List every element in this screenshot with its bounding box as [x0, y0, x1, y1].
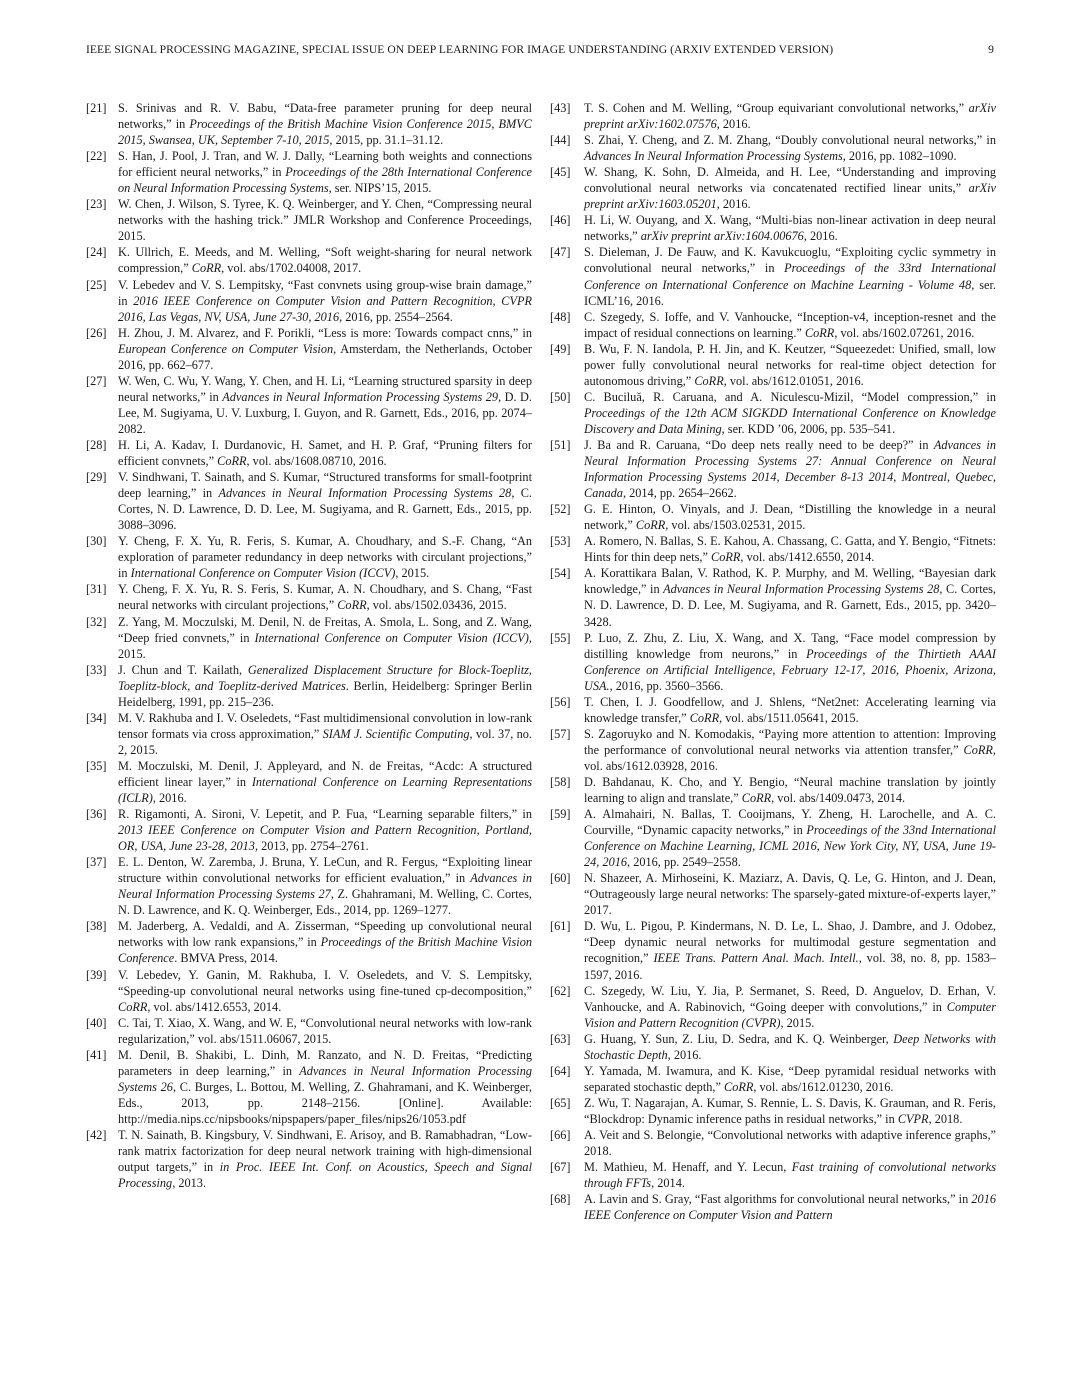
reference-entry	[86, 325, 532, 373]
reference-segment: , Amsterdam, the Netherlands, October 2016, pp. 662–677.	[118, 341, 532, 372]
reference-venue: IEEE Trans. Pattern Anal. Mach. Intell.	[653, 951, 859, 966]
reference-segment: Y. Cheng, F. X. Yu, R. S. Feris, S. Kumar, A. N. Choudhary, and S. Chang, “Fast neural networks with circulant projections,”	[118, 582, 532, 613]
reference-entry	[86, 1015, 532, 1047]
reference-number: [63]	[550, 1031, 571, 1046]
reference-entry	[550, 630, 996, 694]
reference-segment: . BMVA Press, 2014.	[174, 951, 278, 966]
reference-segment: , vol. 38, no. 8, pp. 1583–1597, 2016.	[584, 951, 997, 982]
reference-number: [47]	[550, 245, 571, 260]
reference-entry	[550, 1159, 996, 1191]
reference-segment: J. Chun and T. Kailath,	[118, 662, 248, 677]
reference-entry	[550, 389, 996, 437]
reference-segment: H. Zhou, J. M. Alvarez, and F. Porikli, “Less is more: Towards compact cnns,” in	[118, 325, 532, 340]
reference-venue: CoRR	[118, 999, 148, 1014]
reference-entry	[550, 774, 996, 806]
reference-venue: CoRR	[804, 325, 835, 340]
reference-number: [46]	[550, 213, 571, 228]
reference-entry	[86, 806, 532, 854]
reference-entry	[86, 533, 532, 581]
reference-segment: , vol. abs/1602.07261, 2016.	[834, 325, 975, 340]
reference-venue: Proceedings of the 12th ACM SIGKDD International Conference on Knowledge Discovery and Data Mining	[584, 405, 996, 436]
reference-entry	[86, 244, 532, 276]
reference-text	[118, 759, 532, 805]
reference-number: [61]	[550, 919, 571, 934]
reference-segment: , 2013.	[172, 1176, 207, 1191]
reference-segment: , ser. NIPS’15, 2015.	[328, 181, 432, 196]
reference-text	[118, 278, 532, 324]
reference-segment: T. S. Cohen and M. Welling, “Group equivariant convolutional networks,”	[584, 101, 969, 115]
reference-segment: , vol. abs/1503.02531, 2015.	[665, 518, 806, 533]
reference-segment: K. Ullrich, E. Meeds, and M. Welling, “Soft weight-sharing for neural network compression,”	[118, 245, 532, 276]
reference-segment: , vol. abs/1702.04008, 2017.	[221, 261, 362, 276]
reference-segment: A. Almahairi, N. Ballas, T. Cooijmans, Y. Zheng, H. Larochelle, and A. C. Courville, “Dynamic capacity networks,” in	[584, 807, 996, 838]
reference-entry	[550, 341, 996, 389]
reference-segment: M. Moczulski, M. Denil, J. Appleyard, and N. de Freitas, “Acdc: A structured efficient linear layer,” in	[118, 758, 532, 789]
reference-segment: A. Veit and S. Belongie, “Convolutional networks with adaptive inference graphs,” 2018.	[584, 1128, 996, 1159]
reference-segment: , ser. ICML’16, 2016.	[584, 277, 996, 308]
reference-number: [58]	[550, 774, 571, 789]
reference-venue: CoRR	[635, 518, 666, 533]
reference-number: [29]	[86, 470, 107, 485]
reference-segment: , 2016.	[667, 1047, 702, 1062]
reference-text	[584, 534, 996, 564]
reference-venue: Generalized Displacement Structure for Block-Toeplitz, Toeplitz-block, and Toeplitz-derived Matrices	[118, 662, 532, 693]
reference-number: [40]	[86, 1015, 107, 1030]
reference-venue: CoRR	[694, 373, 724, 388]
reference-text	[584, 245, 996, 307]
reference-text	[584, 342, 996, 388]
reference-number: [54]	[550, 566, 571, 581]
reference-entry	[550, 1031, 996, 1063]
reference-segment: , 2016, pp. 3560–3566.	[609, 678, 724, 693]
reference-text	[118, 1048, 532, 1126]
reference-text	[118, 582, 532, 612]
reference-segment: , C. Burges, L. Bottou, M. Welling, Z. Ghahramani, and K. Weinberger, Eds., 2013, pp. 2148–2156. [Online]. Available: http://media.nips.cc/nipsbooks/nipspapers/paper_files/nips26/1053.pdf	[118, 1079, 532, 1126]
reference-text	[584, 1160, 996, 1190]
reference-number: [65]	[550, 1095, 571, 1110]
reference-segment: M. Jaderberg, A. Vedaldi, and A. Zisserman, “Speeding up convolutional neural networks with low rank expansions,” in	[118, 919, 532, 950]
reference-text	[118, 663, 532, 709]
reference-segment: , Z. Ghahramani, M. Welling, C. Cortes, N. D. Lawrence, and K. Q. Weinberger, Eds., 2014, pp. 1269–1277.	[118, 887, 532, 918]
reference-segment: Y. Cheng, F. X. Yu, R. Feris, S. Kumar, A. Choudhary, and S.-F. Chang, “An exploration of parameter redundancy in deep networks with circulant projections,” in	[118, 534, 532, 581]
reference-segment: A. Romero, N. Ballas, S. E. Kahou, A. Chassang, C. Gatta, and Y. Bengio, “Fitnets: Hints for thin deep nets,”	[584, 534, 996, 565]
reference-number: [44]	[550, 133, 571, 148]
reference-venue: in Proc. IEEE Int. Conf. on Acoustics, Speech and Signal Processing	[118, 1160, 533, 1191]
reference-text	[584, 213, 996, 243]
reference-segment: , vol. abs/1412.6553, 2014.	[147, 999, 282, 1014]
reference-text	[118, 438, 532, 468]
reference-entry	[550, 694, 996, 726]
reference-entry	[86, 918, 532, 966]
reference-segment: , 2016.	[716, 117, 751, 132]
reference-entry	[86, 373, 532, 437]
reference-entry	[550, 1063, 996, 1095]
reference-segment: G. Huang, Y. Sun, Z. Liu, D. Sedra, and K. Q. Weinberger,	[584, 1031, 894, 1046]
reference-number: [38]	[86, 919, 107, 934]
reference-segment: S. Zagoruyko and N. Komodakis, “Paying more attention to attention: Improving the performance of convolutional neural networks via attention transfer,”	[584, 726, 996, 757]
reference-segment: N. Shazeer, A. Mirhoseini, K. Maziarz, A. Davis, Q. Le, G. Hinton, and J. Dean, “Outrageously large neural networks: The sparsely-gated mixture-of-experts layer,” 2017.	[584, 871, 996, 918]
reference-entry	[550, 501, 996, 533]
reference-number: [33]	[86, 662, 107, 677]
reference-number: [34]	[86, 710, 107, 725]
reference-number: [67]	[550, 1160, 571, 1175]
reference-venue: Fast training of convolutional networks through FFTs	[584, 1160, 996, 1191]
reference-segment: , 2015, pp. 31.1–31.12.	[329, 133, 444, 148]
references-left-column	[86, 100, 532, 1191]
reference-venue: Proceedings of the 28th International Conference on Neural Information Processing Systems	[118, 165, 532, 196]
reference-segment: R. Rigamonti, A. Sironi, V. Lepetit, and P. Fua, “Learning separable filters,” in	[118, 807, 532, 822]
reference-text	[118, 470, 532, 532]
reference-segment: , vol. 37, no. 2, 2015.	[118, 726, 532, 757]
reference-segment: T. N. Sainath, B. Kingsbury, V. Sindhwani, E. Arisoy, and B. Ramabhadran, “Low-rank matrix factorization for deep neural network training with high-dimensional output targets,” in	[118, 1128, 532, 1175]
reference-number: [26]	[86, 325, 107, 340]
reference-venue: Advances in Neural Information Processing Systems 29	[222, 389, 499, 404]
reference-entry	[550, 983, 996, 1031]
reference-venue: CoRR	[191, 261, 222, 276]
reference-venue: Proceedings of the 33rd International Conference on International Conference on Machine Learning - Volume 48	[584, 261, 996, 292]
reference-segment: V. Lebedev, Y. Ganin, M. Rakhuba, I. V. Oseledets, and V. S. Lempitsky, “Speeding-up convolutional neural networks using fine-tuned cp-decomposition,”	[118, 967, 532, 998]
reference-entry	[550, 1191, 996, 1223]
reference-number: [36]	[86, 807, 107, 822]
reference-venue: Deep Networks with Stochastic Depth	[584, 1031, 997, 1062]
reference-venue: Advances In Neural Information Processing Systems	[584, 149, 843, 164]
reference-text	[584, 1064, 996, 1094]
reference-segment: S. Srinivas and R. V. Babu, “Data-free parameter pruning for deep neural networks,” in	[118, 101, 532, 132]
reference-number: [22]	[86, 149, 107, 164]
reference-venue: Advances in Neural Information Processing Systems 27	[118, 871, 532, 902]
reference-number: [62]	[550, 983, 571, 998]
reference-number: [60]	[550, 871, 571, 886]
reference-entry	[86, 100, 532, 148]
reference-entry	[550, 918, 996, 982]
reference-segment: , vol. abs/1409.0473, 2014.	[771, 791, 906, 806]
reference-number: [28]	[86, 437, 107, 452]
reference-venue: CoRR	[689, 710, 720, 725]
reference-number: [52]	[550, 502, 571, 517]
reference-entry	[550, 870, 996, 918]
reference-segment: M. Mathieu, M. Henaff, and Y. Lecun,	[584, 1160, 792, 1175]
reference-number: [59]	[550, 807, 571, 822]
reference-number: [51]	[550, 437, 571, 452]
reference-segment: W. Shang, K. Sohn, D. Almeida, and H. Lee, “Understanding and improving convolutional neural networks via concatenated rectified linear units,”	[584, 165, 996, 196]
reference-text	[118, 711, 532, 757]
reference-venue: CoRR	[711, 550, 741, 565]
reference-segment: , vol. abs/1612.03928, 2016.	[584, 742, 996, 773]
reference-segment: , 2015.	[780, 1015, 815, 1030]
reference-entry	[550, 565, 996, 629]
reference-segment: S. Dieleman, J. De Fauw, and K. Kavukcuoglu, “Exploiting cyclic symmetry in convolutional neural networks,” in	[584, 245, 996, 276]
reference-segment: C. Tai, T. Xiao, X. Wang, and W. E, “Convolutional neural networks with low-rank regularization,” vol. abs/1511.06067, 2015.	[118, 1015, 532, 1046]
reference-entry	[86, 854, 532, 918]
reference-segment: , vol. abs/1612.01051, 2016.	[723, 373, 864, 388]
reference-entry	[550, 164, 996, 212]
reference-venue: 2013 IEEE Conference on Computer Vision and Pattern Recognition, Portland, OR, USA, June 23-28, 2013	[118, 823, 532, 854]
reference-text	[584, 631, 996, 693]
reference-segment: , vol. abs/1412.6550, 2014.	[740, 550, 875, 565]
reference-number: [64]	[550, 1063, 571, 1078]
reference-text	[584, 727, 996, 773]
reference-number: [35]	[86, 758, 107, 773]
reference-venue: 2016 IEEE Conference on Computer Vision and Pattern Recognition, CVPR 2016, Las Vegas, NV, USA, June 27-30, 2016	[118, 293, 532, 324]
reference-text	[118, 197, 532, 243]
reference-number: [56]	[550, 694, 571, 709]
reference-number: [66]	[550, 1128, 571, 1142]
references-right-column	[550, 100, 996, 1223]
reference-venue: arXiv preprint arXiv:1602.07576	[584, 101, 996, 132]
reference-entry	[86, 581, 532, 613]
reference-segment: , 2014.	[651, 1176, 685, 1191]
reference-segment: , 2016.	[803, 229, 838, 244]
reference-segment: W. Wen, C. Wu, Y. Wang, Y. Chen, and H. Li, “Learning structured sparsity in deep neural networks,” in	[118, 373, 532, 404]
reference-segment: , 2014, pp. 2654–2662.	[622, 486, 737, 501]
reference-number: [23]	[86, 197, 107, 212]
reference-venue: Advances in Neural Information Processing Systems 26	[118, 1063, 532, 1094]
reference-number: [31]	[86, 582, 107, 597]
reference-venue: Proceedings of the Thirtieth AAAI Conference on Artificial Intelligence, February 12-17, 2016, Phoenix, Arizona, USA.	[584, 646, 996, 693]
reference-entry	[550, 132, 996, 164]
reference-venue: 2016 IEEE Conference on Computer Vision and Pattern	[584, 1192, 996, 1223]
reference-segment: , 2016, pp. 2549–2558.	[627, 855, 741, 870]
reference-entry	[550, 533, 996, 565]
reference-entry	[550, 437, 996, 501]
reference-entry	[86, 148, 532, 196]
reference-number: [68]	[550, 1192, 571, 1207]
reference-text	[584, 1128, 996, 1158]
reference-number: [37]	[86, 855, 107, 870]
reference-venue: Proceedings of the 33nd International Conference on Machine Learning, ICML 2016, New York City, NY, USA, June 19-24, 2016	[584, 823, 996, 870]
reference-venue: Computer Vision and Pattern Recognition (CVPR)	[584, 999, 996, 1030]
reference-segment: , 2018.	[928, 1111, 963, 1126]
reference-entry	[86, 614, 532, 662]
reference-number: [50]	[550, 389, 571, 404]
reference-text	[584, 775, 996, 805]
reference-segment: , 2013, pp. 2754–2761.	[254, 839, 369, 854]
reference-segment: A. Lavin and S. Gray, “Fast algorithms for convolutional neural networks,” in	[584, 1192, 972, 1207]
reference-segment: V. Lebedev and V. S. Lempitsky, “Fast convnets using group-wise brain damage,” in	[118, 277, 532, 308]
reference-text	[118, 919, 532, 965]
reference-segment: P. Luo, Z. Zhu, Z. Liu, X. Wang, and X. Tang, “Face model compression by distilling knowledge from neurons,” in	[584, 630, 996, 661]
reference-segment: . Berlin, Heidelberg: Springer Berlin Heidelberg, 1991, pp. 215–236.	[118, 678, 532, 709]
reference-venue: CoRR	[963, 742, 993, 757]
reference-text	[118, 534, 532, 580]
reference-venue: CoRR	[724, 1079, 754, 1094]
reference-venue: arXiv preprint arXiv:1603.05201	[584, 181, 996, 212]
reference-segment: V. Sindhwani, T. Sainath, and S. Kumar, “Structured transforms for small-footprint deep learning,” in	[118, 470, 532, 501]
reference-text	[118, 968, 532, 1014]
reference-number: [24]	[86, 245, 107, 260]
reference-segment: , C. Cortes, N. D. Lawrence, D. D. Lee, M. Sugiyama, and R. Garnett, Eds., 2015, pp. 3088–3096.	[118, 486, 532, 533]
reference-segment: B. Wu, F. N. Iandola, P. H. Jin, and K. Keutzer, “Squeezedet: Unified, small, low power fully convolutional neural networks for real-time object detection for autonomous driving,”	[584, 341, 996, 388]
reference-number: [41]	[86, 1047, 107, 1062]
reference-entry	[86, 662, 532, 710]
reference-text	[584, 566, 996, 628]
reference-segment: , vol. abs/1502.03436, 2015.	[366, 598, 507, 613]
reference-text	[118, 149, 532, 195]
reference-number: [27]	[86, 373, 107, 388]
reference-segment: , ser. KDD ’06, 2006, pp. 535–541.	[721, 421, 896, 436]
reference-text	[118, 1128, 532, 1190]
reference-entry	[86, 469, 532, 533]
reference-segment: T. Chen, I. J. Goodfellow, and J. Shlens, “Net2net: Accelerating learning via knowledge transfer,”	[584, 694, 996, 725]
reference-venue: International Conference on Computer Vision (ICCV)	[254, 630, 529, 645]
reference-segment: , C. Cortes, N. D. Lawrence, D. D. Lee, M. Sugiyama, and R. Garnett, Eds., 2015, pp. 3420–3428.	[584, 582, 996, 629]
reference-venue: Advances in Neural Information Processing Systems 27: Annual Conference on Neural Information Processing Systems 2014, December 8-13 2014, Montreal, Quebec, Canada	[584, 437, 996, 501]
reference-segment: , 2016.	[716, 197, 751, 212]
reference-entry	[86, 437, 532, 469]
reference-number: [42]	[86, 1128, 107, 1142]
reference-number: [21]	[86, 101, 107, 115]
reference-entry	[550, 244, 996, 308]
reference-entry	[550, 212, 996, 244]
reference-entry	[550, 1127, 996, 1159]
reference-entry	[86, 710, 532, 758]
reference-venue: International Conference on Learning Representations (ICLR)	[118, 774, 532, 806]
reference-text	[584, 984, 996, 1030]
reference-venue: CoRR	[741, 791, 772, 806]
reference-segment: Y. Yamada, M. Iwamura, and K. Kise, “Deep pyramidal residual networks with separated stochastic depth,”	[584, 1063, 996, 1094]
reference-text	[118, 1016, 532, 1046]
reference-number: [43]	[550, 101, 571, 115]
reference-text	[584, 101, 996, 131]
reference-text	[584, 133, 996, 163]
reference-entry	[550, 309, 996, 341]
reference-segment: S. Han, J. Pool, J. Tran, and W. J. Dally, “Learning both weights and connections for efficient neural networks,” in	[118, 149, 532, 180]
reference-segment: , vol. abs/1612.01230, 2016.	[753, 1079, 894, 1094]
reference-text	[118, 807, 532, 853]
reference-entry	[86, 1047, 532, 1127]
reference-text	[118, 374, 532, 436]
reference-segment: M. Denil, B. Shakibi, L. Dinh, M. Ranzato, and N. D. Freitas, “Predicting parameters in deep learning,” in	[118, 1047, 532, 1078]
reference-entry	[550, 100, 996, 132]
reference-number: [25]	[86, 277, 107, 292]
reference-segment: , 2016.	[152, 791, 187, 806]
reference-text	[584, 871, 996, 917]
page-number: 9	[988, 43, 994, 56]
reference-segment: D. Bahdanau, K. Cho, and Y. Bengio, “Neural machine translation by jointly learning to align and translate,”	[584, 774, 996, 806]
reference-text	[584, 807, 996, 869]
reference-segment: A. Korattikara Balan, V. Rathod, K. P. Murphy, and M. Welling, “Bayesian dark knowledge,” in	[584, 566, 996, 597]
reference-segment: C. Buciluǎ, R. Caruana, and A. Niculescu-Mizil, “Model compression,” in	[584, 389, 996, 404]
reference-text	[584, 390, 996, 436]
reference-segment: G. E. Hinton, O. Vinyals, and J. Dean, “Distilling the knowledge in a neural network,”	[584, 502, 996, 533]
reference-text	[584, 310, 996, 340]
reference-segment: C. Szegedy, S. Ioffe, and V. Vanhoucke, “Inception-v4, inception-resnet and the impact of residual connections on learning.”	[584, 309, 996, 340]
reference-number: [39]	[86, 967, 107, 982]
reference-text	[118, 855, 532, 917]
reference-entry	[86, 967, 532, 1015]
reference-number: [55]	[550, 630, 571, 645]
reference-segment: Z. Wu, T. Nagarajan, A. Kumar, S. Rennie, L. S. Davis, K. Grauman, and R. Feris, “Blockdrop: Dynamic inference paths in residual networks,” in	[584, 1095, 996, 1126]
reference-venue: Advances in Neural Information Processing Systems 28	[218, 486, 512, 501]
reference-segment: W. Chen, J. Wilson, S. Tyree, K. Q. Weinberger, and Y. Chen, “Compressing neural networks with the hashing trick.” JMLR Workshop and Conference Proceedings, 2015.	[118, 197, 532, 244]
reference-venue: CoRR	[337, 598, 367, 613]
reference-entry	[86, 277, 532, 325]
reference-venue: CVPR	[897, 1111, 929, 1126]
reference-segment: , vol. abs/1511.05641, 2015.	[719, 710, 859, 725]
reference-entry	[86, 196, 532, 244]
reference-number: [45]	[550, 165, 571, 180]
reference-entry	[550, 726, 996, 774]
reference-number: [48]	[550, 309, 571, 324]
reference-venue: arXiv preprint arXiv:1604.00676	[640, 229, 804, 244]
reference-entry	[550, 806, 996, 870]
reference-number: [57]	[550, 726, 571, 741]
reference-segment: H. Li, A. Kadav, I. Durdanovic, H. Samet, and H. P. Graf, “Pruning filters for efficient convnets,”	[118, 437, 532, 469]
reference-segment: D. Wu, L. Pigou, P. Kindermans, N. D. Le, L. Shao, J. Dambre, and J. Odobez, “Deep dynamic neural networks for multimodal gesture segmentation and recognition,”	[584, 919, 996, 966]
reference-text	[584, 1096, 996, 1126]
reference-number: [49]	[550, 341, 571, 356]
reference-segment: Z. Yang, M. Moczulski, M. Denil, N. de Freitas, A. Smola, L. Song, and Z. Wang, “Deep fried convnets,” in	[118, 614, 532, 645]
reference-venue: Proceedings of the British Machine Vision Conference	[118, 935, 532, 966]
reference-text	[584, 438, 996, 500]
reference-segment: H. Li, W. Ouyang, and X. Wang, “Multi-bias non-linear activation in deep neural networks,”	[584, 213, 996, 244]
reference-segment: S. Zhai, Y. Cheng, and Z. M. Zhang, “Doubly convolutional neural networks,” in	[584, 133, 996, 148]
journal-title: IEEE SIGNAL PROCESSING MAGAZINE, SPECIAL ISSUE ON DEEP LEARNING FOR IMAGE UNDERSTANDING (ARXIV EXTENDED VERSION)	[86, 43, 834, 56]
reference-venue: Proceedings of the British Machine Vision Conference 2015, BMVC 2015, Swansea, UK, September 7-10, 2015	[118, 117, 533, 148]
reference-text	[118, 101, 532, 147]
reference-segment: E. L. Denton, W. Zaremba, J. Bruna, Y. LeCun, and R. Fergus, “Exploiting linear structure within convolutional networks for efficient evaluation,” in	[118, 855, 532, 886]
reference-text	[584, 1032, 996, 1062]
reference-entry	[86, 1127, 532, 1191]
reference-text	[584, 1192, 996, 1222]
reference-text	[584, 502, 996, 532]
reference-segment: , D. D. Lee, M. Sugiyama, U. V. Luxburg, I. Guyon, and R. Garnett, Eds., 2016, pp. 2074–2082.	[118, 389, 533, 436]
reference-text	[584, 695, 996, 725]
reference-segment: J. Ba and R. Caruana, “Do deep nets really need to be deep?” in	[584, 437, 934, 452]
reference-entry	[550, 1095, 996, 1127]
reference-text	[118, 615, 532, 661]
reference-number: [30]	[86, 534, 107, 549]
reference-venue: CoRR	[217, 454, 247, 469]
reference-venue: SIAM J. Scientific Computing	[322, 726, 470, 741]
reference-venue: European Conference on Computer Vision	[118, 341, 334, 356]
reference-text	[118, 326, 532, 372]
reference-segment: M. V. Rakhuba and I. V. Oseledets, “Fast multidimensional convolution in low-rank tensor formats via cross approximation,”	[118, 710, 532, 741]
reference-entry	[86, 758, 532, 806]
reference-text	[584, 919, 996, 981]
reference-segment: , vol. abs/1608.08710, 2016.	[246, 454, 387, 469]
reference-venue: International Conference on Computer Vision (ICCV)	[130, 566, 396, 581]
reference-segment: , 2016, pp. 2554–2564.	[339, 309, 453, 324]
reference-venue: Advances in Neural Information Processing Systems 28	[663, 582, 940, 597]
reference-text	[584, 165, 996, 211]
reference-number: [32]	[86, 614, 107, 629]
reference-segment: , 2015.	[395, 566, 430, 581]
reference-segment: , 2015.	[118, 630, 532, 661]
reference-number: [53]	[550, 534, 571, 549]
reference-segment: C. Szegedy, W. Liu, Y. Jia, P. Sermanet, S. Reed, D. Anguelov, D. Erhan, V. Vanhoucke, and A. Rabinovich, “Going deeper with convolutions,” in	[584, 983, 996, 1014]
reference-text	[118, 245, 532, 275]
reference-segment: , 2016, pp. 1082–1090.	[842, 149, 957, 164]
